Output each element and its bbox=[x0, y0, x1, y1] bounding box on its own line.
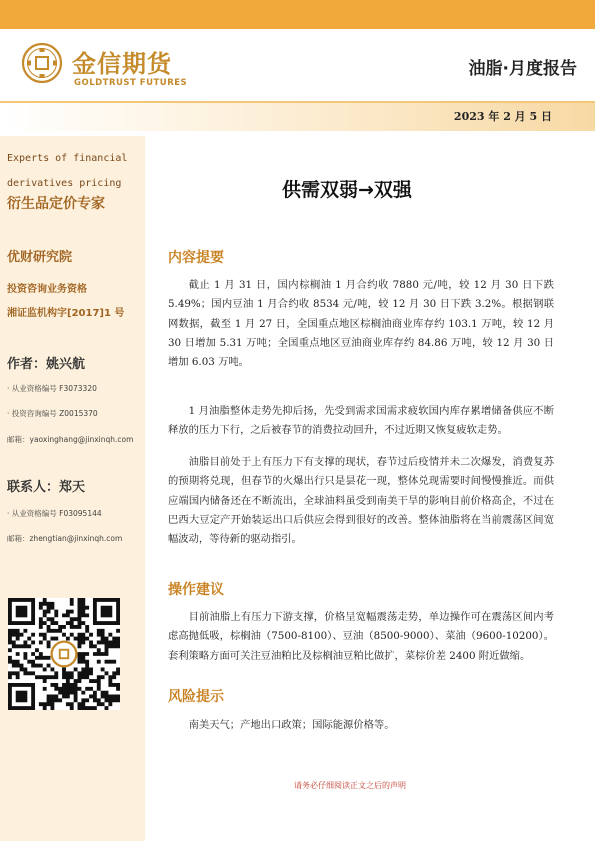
disclaimer-note[interactable]: 请务必仔细阅读正文之后的声明 bbox=[294, 781, 406, 790]
coin-logo-icon bbox=[22, 43, 62, 83]
report-title: 供需双弱→双强 bbox=[282, 179, 412, 201]
summary-paragraph-1: 截止 1 月 31 日，国内棕榈油 1 月合约收 7880 元/吨，较 12 月 30 日下跌 5.49%；国内豆油 1 月合约收 8534 元/吨，较 12 月 30 日下跌 3.2%。根据钢联网数据，截至 1 月 27 日，全国重点地区棕榈油商业库存约 103.1 万吨，较 12 月 30 日增加 5.31 万吨；全国重点地区豆油商业库存约 84.86 万吨，较 12 月 30 日增加 6.03 万吨。 bbox=[168, 279, 554, 369]
author-cert-1: · 从业资格编号 F3073320 bbox=[7, 384, 97, 393]
report-date: 2023 年 2 月 5 日 bbox=[453, 110, 552, 123]
advice-heading: 操作建议 bbox=[168, 582, 224, 598]
risk-heading: 风险提示 bbox=[168, 689, 224, 705]
sidebar bbox=[0, 136, 145, 841]
report-type: 油脂·月度报告 bbox=[468, 59, 577, 79]
slogan-en: Experts of financial derivatives pricing bbox=[7, 153, 128, 189]
risk-paragraph: 南美天气；产地出口政策；国际能源价格等。 bbox=[188, 719, 395, 731]
summary-paragraph-3: 油脂目前处于上有压力下有支撑的现状，春节过后疫情并未二次爆发，消费复苏的预期将兑现，但春节的火爆出行只是昙花一现，整体兑现需要时间慢慢推近。而供应端国内储备还在不断流出，全球油料虽受到南美干旱的影响目前价格高企，不过在巴西大豆定产开始装运出口后供应会得到很好的改善。整体油脂将在当前震荡区间宽幅波动，等待新的驱动指引。 bbox=[168, 456, 554, 546]
author-name: 作者：姚兴航 bbox=[7, 357, 86, 372]
summary-paragraph-2: 1 月油脂整体走势先抑后扬，先受到需求国需求疲软国内库存累增储备供应不断释放的压力下行，之后被春节的消费拉动回升，不过近期又恢复疲软走势。 bbox=[168, 405, 554, 437]
summary-heading: 内容提要 bbox=[168, 250, 224, 266]
contact-cert: · 从业资格编号 F03095144 bbox=[7, 509, 102, 518]
top-brand-bar bbox=[0, 0, 595, 29]
logo-text-cn: 金信期货 bbox=[72, 50, 172, 78]
author-cert-2: · 投资咨询编号 Z0015370 bbox=[7, 409, 98, 418]
author-email[interactable]: 邮箱：yaoxinghang@jinxinqh.com bbox=[7, 435, 134, 444]
report-header bbox=[0, 29, 595, 101]
contact-name: 联系人：郑天 bbox=[7, 480, 86, 495]
qualification: 投资咨询业务资格 bbox=[7, 284, 87, 295]
date-band bbox=[0, 103, 595, 131]
contact-email[interactable]: 邮箱：zhengtian@jinxinqh.com bbox=[7, 534, 123, 543]
slogan-cn: 衍生品定价专家 bbox=[7, 196, 105, 212]
institute-name: 优财研究院 bbox=[7, 250, 73, 265]
logo-text-en: GOLDTRUST FUTURES bbox=[74, 78, 188, 88]
qr-code[interactable] bbox=[8, 598, 120, 710]
advice-paragraph: 目前油脂上有压力下游支撑，价格呈宽幅震荡走势，单边操作可在震荡区间内考虑高抛低吸，棕榈油（7500-8100）、豆油（8500-9000）、菜油（9600-10200）。套利策略方面可关注豆油粕比及棕榈油豆粕比做扩，菜棕价差 2400 附近做缩。 bbox=[168, 611, 554, 662]
license-number: 湘证监机构字[2017]1 号 bbox=[7, 308, 125, 319]
